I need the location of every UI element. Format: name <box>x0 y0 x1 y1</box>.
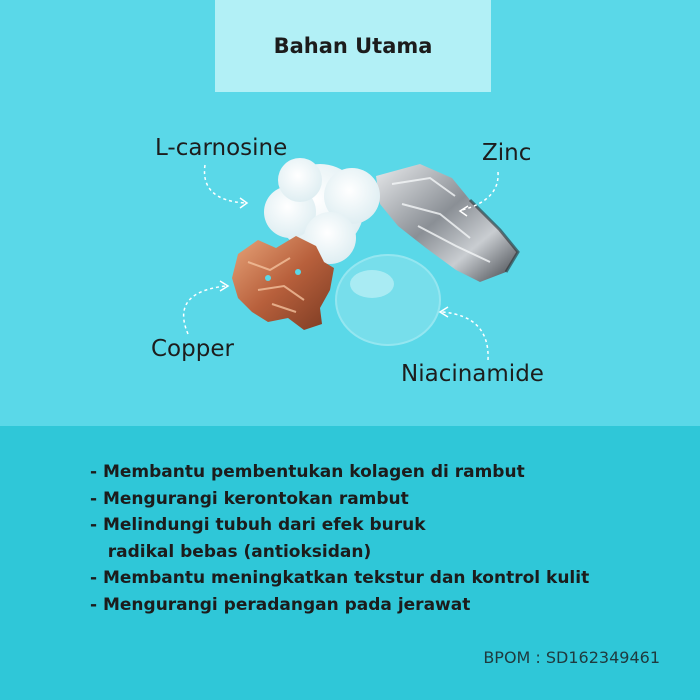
zinc-label: Zinc <box>482 140 532 166</box>
list-item: - Melindungi tubuh dari efek buruk <box>90 515 426 535</box>
page-title: Bahan Utama <box>273 34 433 58</box>
bpom-registration: BPOM : SD162349461 <box>483 648 660 667</box>
benefits-list <box>90 459 680 618</box>
list-item: - Mengurangi kerontokan rambut <box>90 488 409 509</box>
niacinamide-label: Niacinamide <box>401 361 544 387</box>
list-item: - Mengurangi peradangan pada jerawat <box>90 594 471 615</box>
lcarnosine-label: L-carnosine <box>155 135 288 161</box>
copper-label: Copper <box>151 336 234 362</box>
list-item: - Membantu pembentukan kolagen di rambut <box>90 462 525 482</box>
list-item: radikal bebas (antioksidan) <box>90 541 372 562</box>
list-item: - Membantu meningkatkan tekstur dan kontrol kulit <box>90 568 590 588</box>
